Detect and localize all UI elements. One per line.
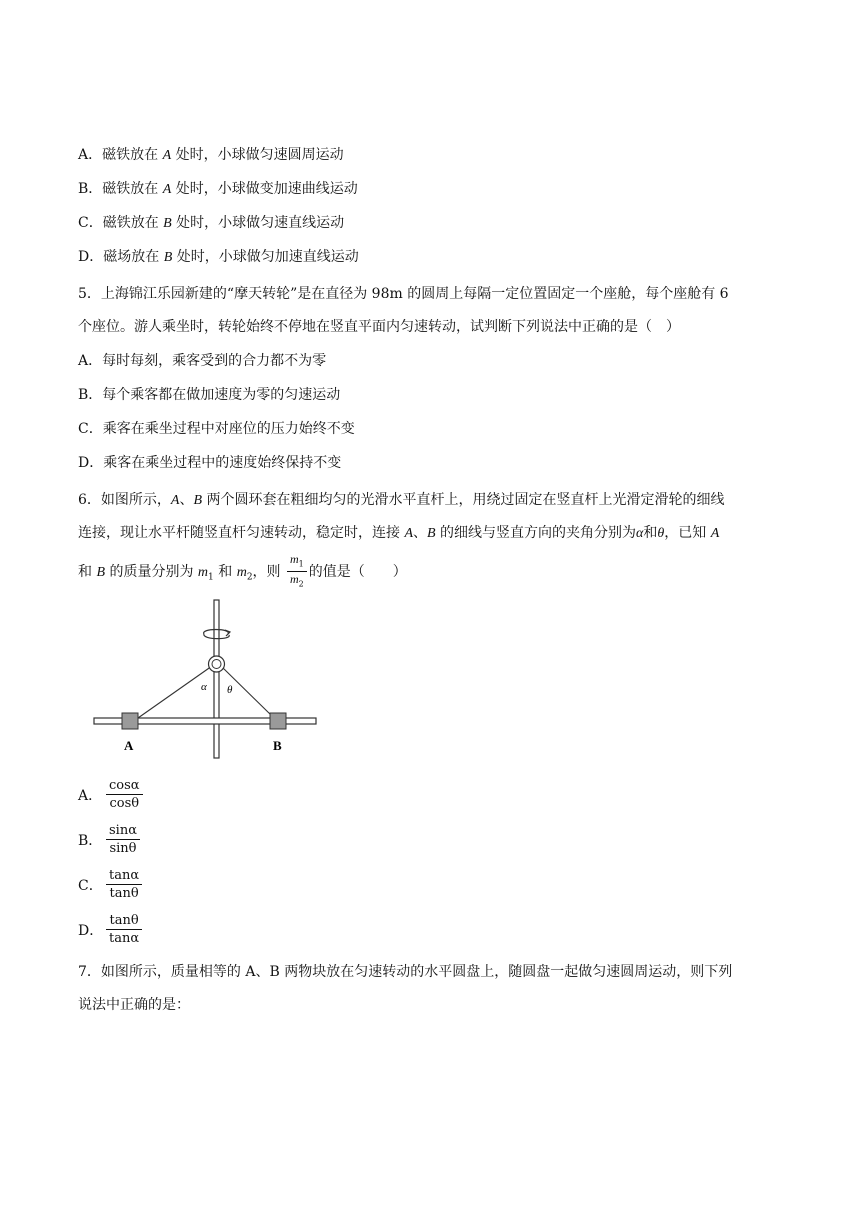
q6-stem-line1: 6．如图所示，A、B 两个圆环套在粗细均匀的光滑水平直杆上，用绕过固定在竖直杆上光滑定滑轮的细线: [78, 492, 725, 508]
q6-option-d: D． $\frac{\tan\theta}{\tan\alpha}$: [78, 912, 144, 947]
q6-option-a: A． $\frac{\cos\alpha}{\cos\theta}$: [78, 777, 145, 812]
q6-stem-line2: 连接，现让水平杆随竖直杆匀速转动，稳定时，连接 A、B 的细线与竖直方向的夹角分别为α和θ，已知 A: [78, 525, 720, 541]
q5-option-d: D．乘客在乘坐过程中的速度始终保持不变: [78, 455, 342, 471]
q4-option-b: B．磁铁放在 A 处时，小球做变加速曲线运动: [78, 181, 358, 197]
point-a-label: A: [124, 738, 134, 753]
q4-option-d: D．磁场放在 B 处时，小球做匀加速直线运动: [78, 249, 359, 265]
ring-a: [122, 713, 138, 729]
mass-ratio-fraction: $\frac{m_1}{m_2}$: [287, 552, 307, 592]
q7-stem-line1: 7．如图所示，质量相等的 A、B 两物块放在匀速转动的水平圆盘上，随圆盘一起做匀速圆周运动，则下列: [78, 964, 733, 980]
angle-alpha-label: α: [201, 681, 207, 693]
q5-option-b: B．每个乘客都在做加速度为零的匀速运动: [78, 387, 341, 403]
angle-theta-label: θ: [227, 684, 233, 696]
q5-stem-line2: 个座位。游人乘坐时，转轮始终不停地在竖直平面内匀速转动，试判断下列说法中正确的是（ ）: [78, 319, 680, 335]
q5-option-c: C．乘客在乘坐过程中对座位的压力始终不变: [78, 421, 355, 437]
vertical-rod: [214, 600, 219, 758]
q6-option-c: C． $\frac{\tan\alpha}{\tan\theta}$: [78, 867, 144, 902]
ring-b: [270, 713, 286, 729]
q4-option-c: C．磁铁放在 B 处时，小球做匀速直线运动: [78, 215, 345, 231]
rotating-rod-figure: [92, 598, 318, 762]
pulley: [209, 656, 225, 672]
q6-stem-line3: 和 B 的质量分别为 $m_1$ 和 $m_2$，则 $\frac{m_1}{m_2}$ 的值是（ ）: [78, 552, 407, 596]
point-b-label: B: [273, 738, 282, 753]
q5-option-a: A．每时每刻，乘客受到的合力都不为零: [78, 353, 327, 369]
q7-stem-line2: 说法中正确的是：: [78, 997, 190, 1013]
q6-option-b: B． $\frac{\sin\alpha}{\sin\theta}$: [78, 822, 142, 857]
q5-stem-line1: 5．上海锦江乐园新建的“摩天转轮”是在直径为 98m 的圆周上每隔一定位置固定一个座舱，每个座舱有 6: [78, 286, 729, 302]
q4-option-a: A．磁铁放在 A 处时，小球做匀速圆周运动: [78, 147, 344, 163]
